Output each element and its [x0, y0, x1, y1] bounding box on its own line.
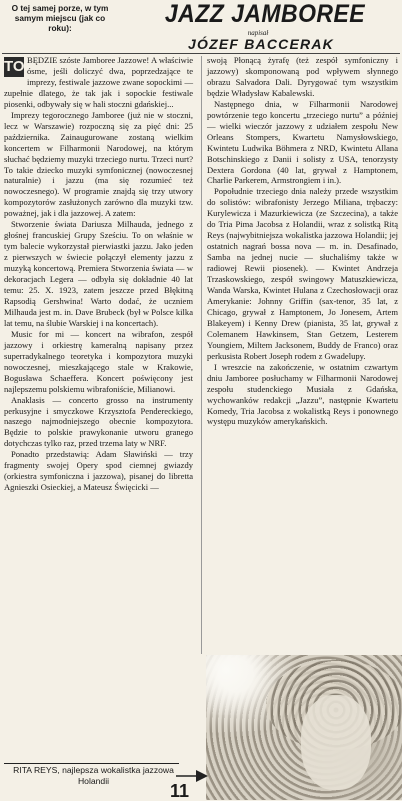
- paragraph: I wreszcie na zakończenie, w ostatnim czwartym dniu Jamboree posłuchamy w Filharmonii Narodowej zespołu studenckiego Musiała z Gdańska, wychowanków redakcji „Jazzu”, następnie Kwartetu Komedy, Tria Jacobsa z wokalistką Reys i ponownego występu muzyków amerykańskich.: [207, 361, 398, 427]
- paragraph: Ponadto przedstawią: Adam Sławiński — trzy fragmenty swojej Opery spod ciemnej gwiazdy (orkiestra symfoniczna i jazzowa), pisanej do libretta Agnieszki Osieckiej, a Mateusz Święcicki —: [4, 449, 193, 493]
- paragraph: Imprezy tegorocznego Jamboree (już nie w stoczni, lecz w Warszawie) rozpoczną się za pięć dni: 25 października. Zainaugurowane zostaną wielkim koncertem w Filharmonii Narodowej, na którym słuchać będziemy muzyki trzeciego nurtu. Trzeci nurt? To takie dziecko muzyki symfonicznej (nowoczesnej naturalnie) i jazzu (ma się rozumieć też nowoczesnego). W programie znajdą się trzy utwory kompozytorów zasłużonych zarówno dla muzyki tzw. poważnej, jak i dla jazzowej. A zatem:: [4, 109, 193, 219]
- drop-cap: TO: [4, 58, 25, 75]
- caption-rule: [4, 763, 179, 764]
- paragraph: Music for mi — koncert na wibrafon, zespół jazzowy i orkiestrę kameralną napisany przez superradykalnego teoretyka i kompozytora muzyki nowoczesnej, mieszkającego stale w Krakowie, Bogusława Schaeffera. Koncert poświęcony jest najlepszemu polskiemu wibrafoniście, Milianowi.: [4, 328, 193, 394]
- right-column: [207, 55, 398, 427]
- paragraph-text: BĘDZIE szóste Jamboree Jazzowe! A właściwie ósme, jeśli doliczyć dwa, poprzedzające te imprezy, festiwale jazzowe zwane sopockimi — zupełnie dlatego, że tak jak i sopockie festiwale piosenki, odbywały się w hali stoczni gdańskiej...: [4, 55, 193, 109]
- paragraph: Stworzenie świata Dariusza Milhauda, jednego z głośnej francuskiej Grupy Sześciu. To on właśnie w tym balecie wykorzystał pierwiastki jazzu. Jako jeden z pierwszych w świecie połączył elementy jazzu z muzyką koncertową. Premiera Stworzenia świata — w dekoracjach Legera — odbyła się dokładnie 40 lat temu: 25. X. 1923, zatem jeszcze przed Błękitną Rapsodią Gershwina! Warto dodać, że uczniem Milhauda jest m. in. Dave Brubeck (był w Polsce kilka lat temu, na ślubie Warskiej i na koncertach).: [4, 219, 193, 328]
- page-number: 11: [170, 781, 190, 801]
- byline-label: napisał: [247, 29, 269, 37]
- author-name: JÓZEF BACCERAK: [188, 36, 334, 52]
- column-divider: [201, 56, 202, 654]
- header-rule: [2, 53, 400, 54]
- singer-photo: [206, 655, 402, 800]
- article-title: JAZZ JAMBOREE: [164, 0, 366, 28]
- photo-caption: RITA REYS, najlepsza wokalistka jazzowa Holandii: [13, 765, 174, 786]
- paragraph: Popołudnie trzeciego dnia należy przede wszystkim do solistów: wibrafonisty Jerzego Miliana, trębaczy: Kurylewicza i Mazurkiewicza (ze Szczecina), a także do Tria Pima Jacobsa z Holandii, wraz z solistką Ritą Reys (najwybitniejsza wokalistka jazzowa Holandii; jej ostatnich nagrań bossa nova — m. in. Desafinado, Samba na jednej nucie — słuchaliśmy także w radiowej Rewii piosenek). — Kwintet Andrzeja Trzaskowskiego, zespół swingowy Matuszkiewicza, Wanda Warska, Kwintet Hulana z Czechosłowacji oraz Amerykanie: Johnny Griffin (sax-tenor, 35 lat, z Chicago, grywał z Hamptonem, Jo Jonesem, Artem Blakeyem) i Kenny Drew (pianista, 35 lat, grywał z Colemanem Hawkinsem, Stan Getzem, Lesterem Youngiem, Miltem Jacksonem, Buddy de Franco) oraz perkusista Robert Joseph rodem z Gwadelupy.: [207, 186, 398, 361]
- kicker: O tej samej porze, w tym samym miejscu (jak co roku):: [11, 3, 109, 33]
- photo-face: [301, 695, 371, 790]
- paragraph: Następnego dnia, w Filharmonii Narodowej powtórzenie tego koncertu „trzeciego nurtu” a później — wielki wieczór jazzowy z udziałem zespołu New Orleans Stompers, Kwartetu Namysłowskiego, Kwintetu Ludwika Böhmera z NRD, Kwintetu Allana Botschinskiego z Danii i solisty z USA, tenorzysty Dextera Gordona (40 lat, grywał z Hamptonem, Charlie Parkerem, Armstrongiem i in.).: [207, 98, 398, 186]
- photo-glare: [206, 655, 276, 715]
- paragraph: [4, 55, 193, 110]
- paragraph: Anaklasis — concerto grosso na instrumenty perkusyjne i smyczkowe Krzysztofa Pendereckiego, naszego najmodniejszego obecnie kompozytora. Będzie to polskie prawykonanie utworu granego dotychczas tylko raz, przed trzema laty w NRF.: [4, 394, 193, 449]
- paragraph: swoją Płonącą żyrafę (też zespół symfoniczny i jazzowy) skomponowaną pod wpływem słynnego obrazu Salvadora Dali. Dyrygować tym wszystkim będzie Władysław Kabalewski.: [207, 55, 398, 98]
- left-column: [4, 55, 193, 747]
